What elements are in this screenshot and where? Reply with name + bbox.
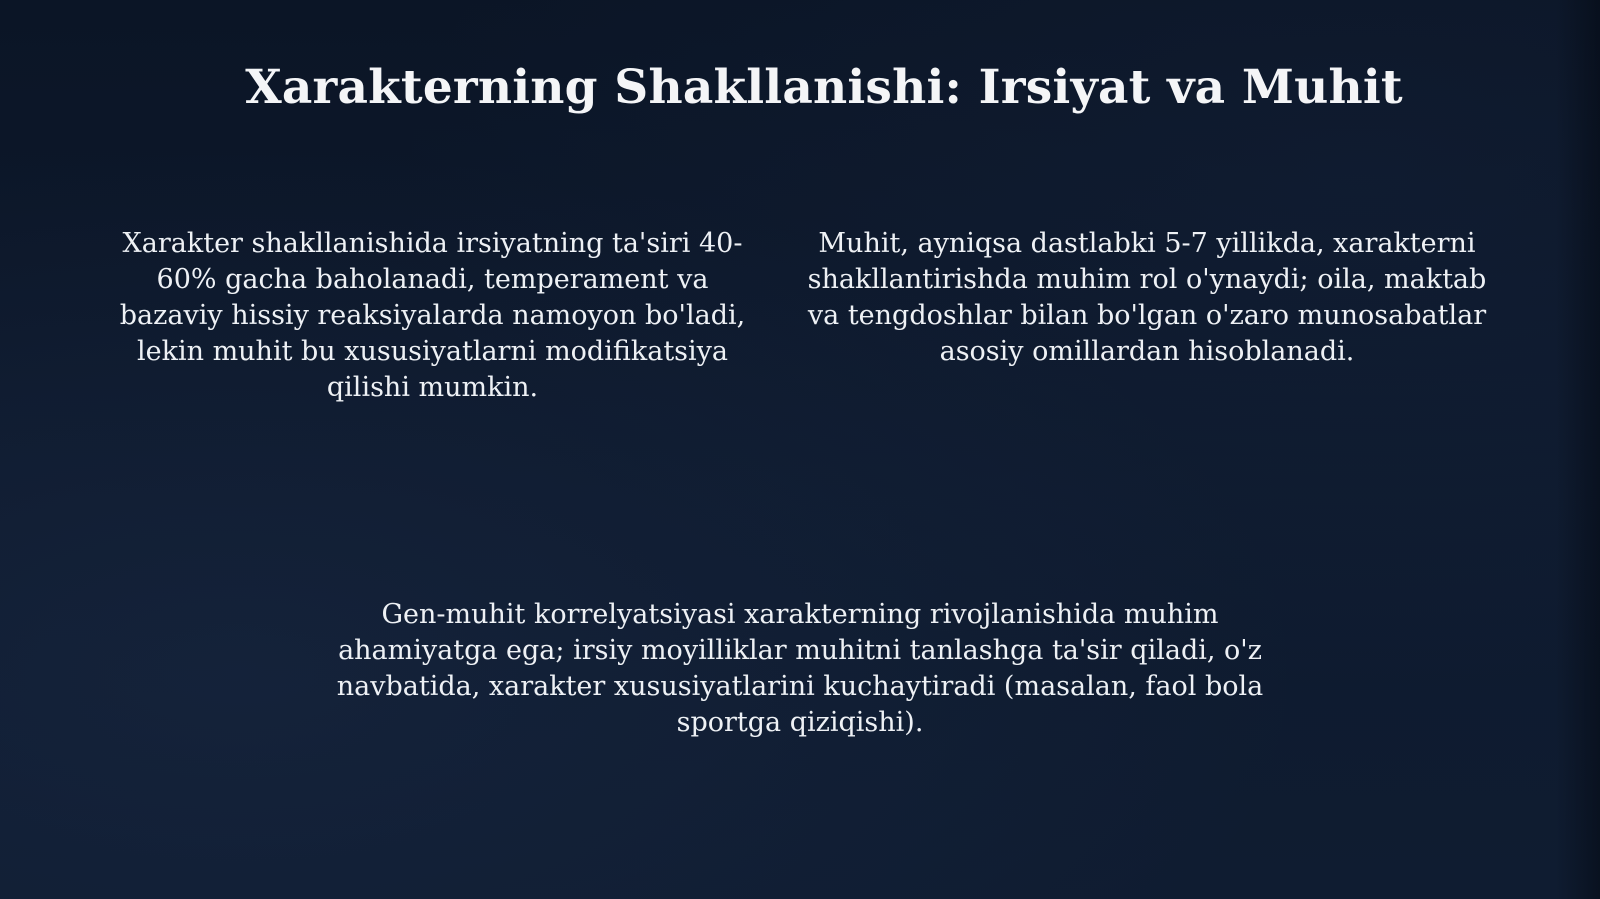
slide-title: Xarakterning Shakllanishi: Irsiyat va Muhit — [245, 60, 1403, 115]
right-edge-shade — [1556, 0, 1600, 899]
environment-paragraph: Muhit, ayniqsa dastlabki 5-7 yillikda, xarakterni shakllantirishda muhim rol o'ynaydi; oila, maktab va tengdoshlar bilan bo'lgan o'zaro munosabatlar asosiy omillardan hisoblanadi. — [807, 228, 1487, 367]
gene-environment-correlation-paragraph: Gen-muhit korrelyatsiyasi xarakterning rivojlanishida muhim ahamiyatga ega; irsiy moyilliklar muhitni tanlashga ta'sir qiladi, o'z navbatida, xarakter xususiyatlarini kuchaytiradi (masalan, faol bola sportga qiziqishi). — [336, 599, 1264, 738]
heredity-paragraph: Xarakter shakllanishida irsiyatning ta'siri 40-60% gacha baholanadi, temperament va bazaviy hissiy reaksiyalarda namoyon bo'ladi, lekin muhit bu xususiyatlarni modifikatsiya qilishi mumkin. — [119, 228, 746, 403]
